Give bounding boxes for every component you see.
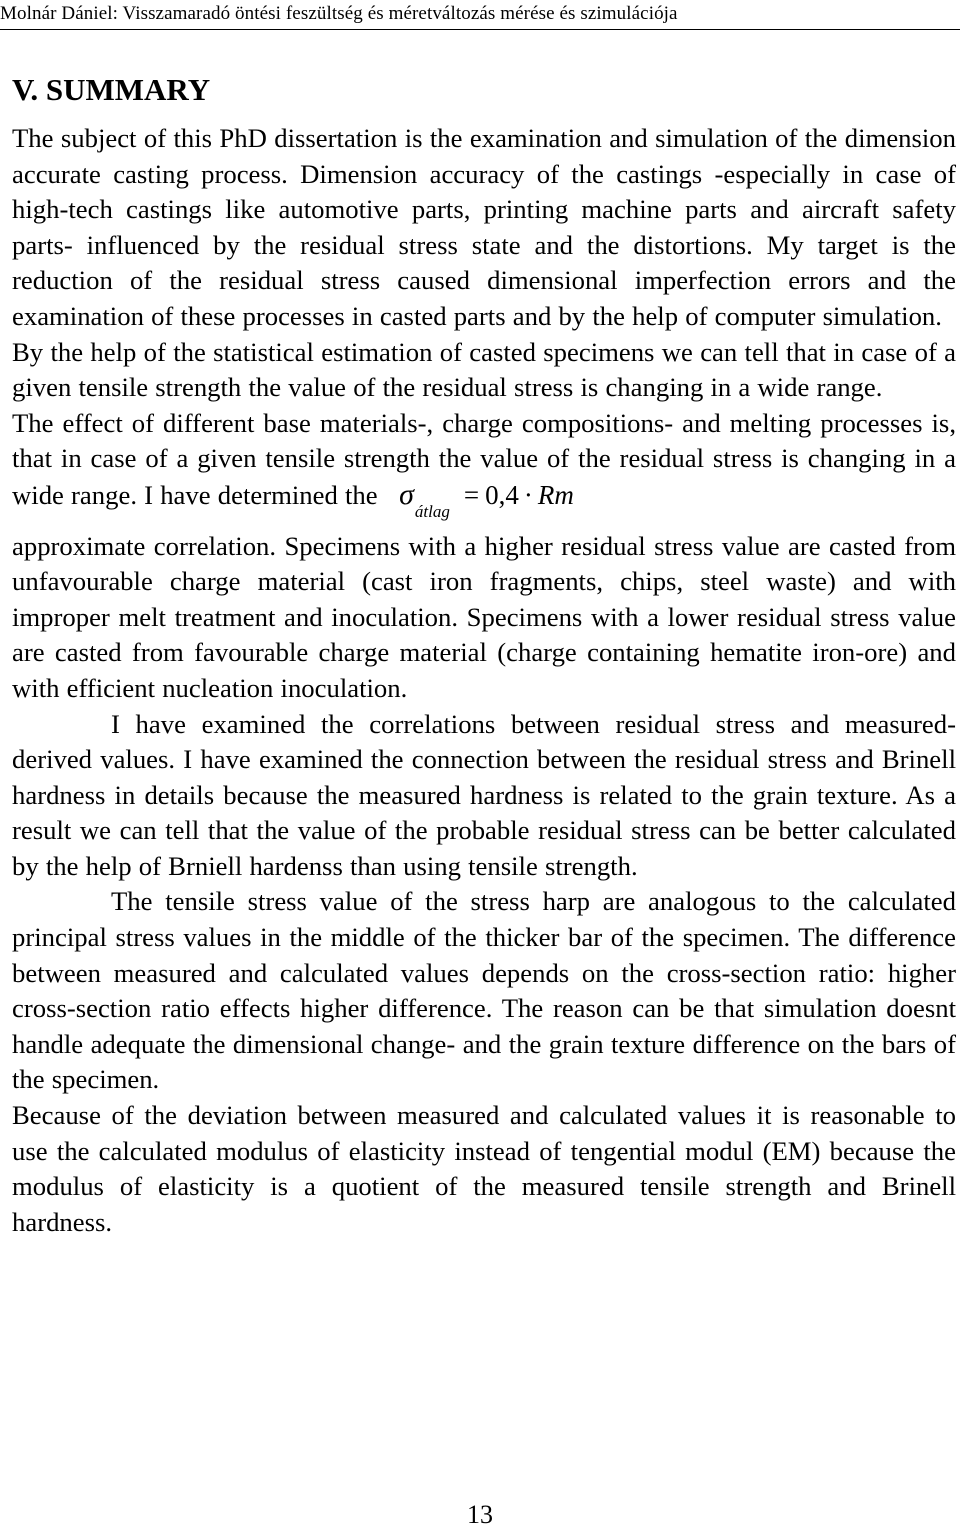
- paragraph-effect-part2: approximate correlation. Specimens with a higher residual stress value are casted from unfavourable charge material (cast iron fragments, chips, steel waste) and with improper melt treatment and inoculation. Specimens with a lower residual stress value are casted from favourable charge material (charge containing hematite iron-ore) and with efficient nucleation inoculation.: [12, 530, 956, 703]
- paragraph-modulus: Because of the deviation between measured and calculated values it is reasonable to use the calculated modulus of elasticity instead of tengential modul (EM) because the modulus of elasticity is a quotient of the measured tensile strength and Brinell hardness.: [12, 1100, 956, 1237]
- page-number: 13: [467, 1500, 493, 1529]
- paragraph-intro: The subject of this PhD dissertation is the examination and simulation of the dimension accurate casting process. Dimension accuracy of the castings -especially in case of high-tech castings like automotive parts, printing machine parts and aircraft safety parts- influenced by the residual stress state and the distortions. My target is the reduction of the residual stress caused dimensional imperfection errors and the examination of these processes in casted parts and by the help of computer simulation.: [12, 123, 956, 331]
- correlation-formula: [385, 477, 574, 521]
- paragraph-stress-harp: The tensile stress value of the stress harp are analogous to the calculated principal stress values in the middle of the thicker bar of the specimen. The difference between measured and calculated values depends on the cross-section ratio: higher cross-section ratio effects higher difference. The reason can be that simulation doesnt handle adequate the dimensional change- and the grain texture difference on the bars of the specimen.: [12, 886, 956, 1095]
- paragraph-effect-text: The effect of different base materials-, charge compositions- and melting processes is, that in case of a given tensile strength the value of the residual stress is changing in a wide range. I have determined the: [12, 407, 956, 510]
- formula-variable: Rm: [537, 479, 574, 510]
- running-header: Molnár Dániel: Visszamaradó öntési feszültség és méretváltozás mérése és szimulációja: [0, 3, 678, 24]
- paragraph-effect-part1: [12, 406, 956, 521]
- formula-sigma: σ: [399, 477, 414, 511]
- header-divider: [0, 29, 960, 30]
- formula-subscript: átlag: [414, 501, 450, 521]
- section-heading: V. SUMMARY: [12, 72, 211, 107]
- paragraph-statistical-estimation: By the help of the statistical estimation of casted specimens we can tell that in case of a given tensile strength the value of the residual stress is changing in a wide range.: [12, 336, 956, 403]
- formula-dot: ·: [523, 479, 533, 510]
- formula-equals: =: [463, 479, 480, 510]
- formula-coefficient: 0,4: [485, 479, 519, 510]
- paragraph-correlations: I have examined the correlations between residual stress and measured-derived values. I have examined the connection between the residual stress and Brinell hardness in details because the measured hardness is related to the grain texture. As a result we can tell that the value of the probable residual stress can be better calculated by the help of Brniell hardenss than using tensile strength.: [12, 708, 956, 881]
- body-text: [12, 121, 956, 1240]
